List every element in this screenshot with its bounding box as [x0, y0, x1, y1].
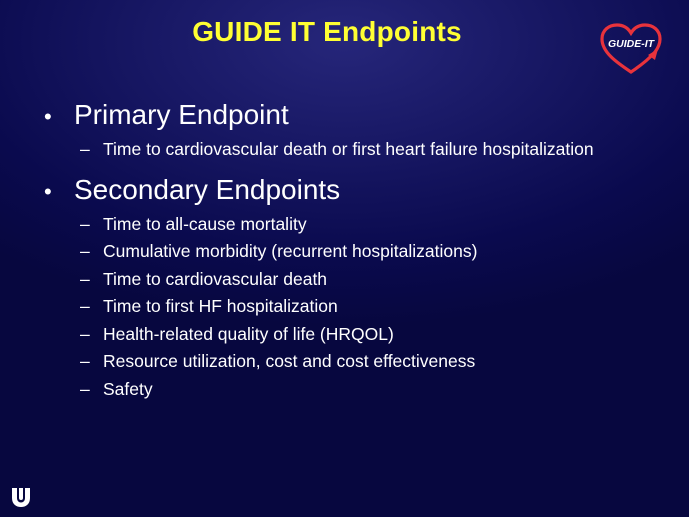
list-item-text: Cumulative morbidity (recurrent hospitalizations) — [103, 241, 478, 261]
list-item — [80, 211, 674, 239]
dash-glyph: – — [80, 213, 90, 234]
bullet-secondary-endpoints — [44, 171, 674, 211]
dash-glyph: – — [80, 268, 90, 289]
section-heading: Secondary Endpoints — [74, 173, 341, 205]
list-item — [80, 266, 674, 294]
section-secondary-endpoints — [44, 171, 674, 404]
bullet-glyph: • — [44, 178, 52, 204]
section-primary-endpoint — [44, 96, 674, 164]
list-item — [80, 376, 674, 404]
list-item — [80, 348, 674, 376]
heart-logo-icon — [598, 22, 664, 76]
list-item-text: Safety — [103, 378, 153, 399]
list-item-text: Time to cardiovascular death — [103, 268, 328, 289]
guide-it-logo — [598, 22, 664, 76]
list-item-text: Health-related quality of life (HRQOL) — [103, 323, 394, 344]
section-heading: Primary Endpoint — [74, 99, 289, 130]
sub-list-secondary — [44, 211, 674, 404]
dash-glyph: – — [80, 296, 90, 316]
dash-glyph: – — [80, 139, 90, 159]
list-item-text: Resource utilization, cost and cost effectiveness — [103, 351, 476, 371]
slide-title: GUIDE IT Endpoints — [192, 16, 462, 47]
sub-list-primary — [44, 136, 674, 164]
slide-content — [44, 96, 674, 403]
list-item-text: Time to first HF hospitalization — [103, 296, 338, 316]
list-item — [80, 136, 674, 164]
list-item-text: Time to all-cause mortality — [103, 213, 307, 234]
list-item — [80, 238, 674, 266]
duke-logo — [10, 486, 32, 508]
logo-text: GUIDE-IT — [607, 38, 655, 50]
bullet-glyph: • — [44, 104, 52, 129]
list-item — [80, 293, 674, 321]
dash-glyph: – — [80, 323, 90, 344]
bullet-primary-endpoint — [44, 96, 674, 136]
list-item — [80, 321, 674, 349]
dash-glyph: – — [80, 378, 90, 399]
dash-glyph: – — [80, 351, 90, 371]
list-item-text: Time to cardiovascular death or first heart failure hospitalization — [103, 139, 594, 159]
duke-shield-icon — [10, 486, 32, 508]
dash-glyph: – — [80, 241, 90, 261]
